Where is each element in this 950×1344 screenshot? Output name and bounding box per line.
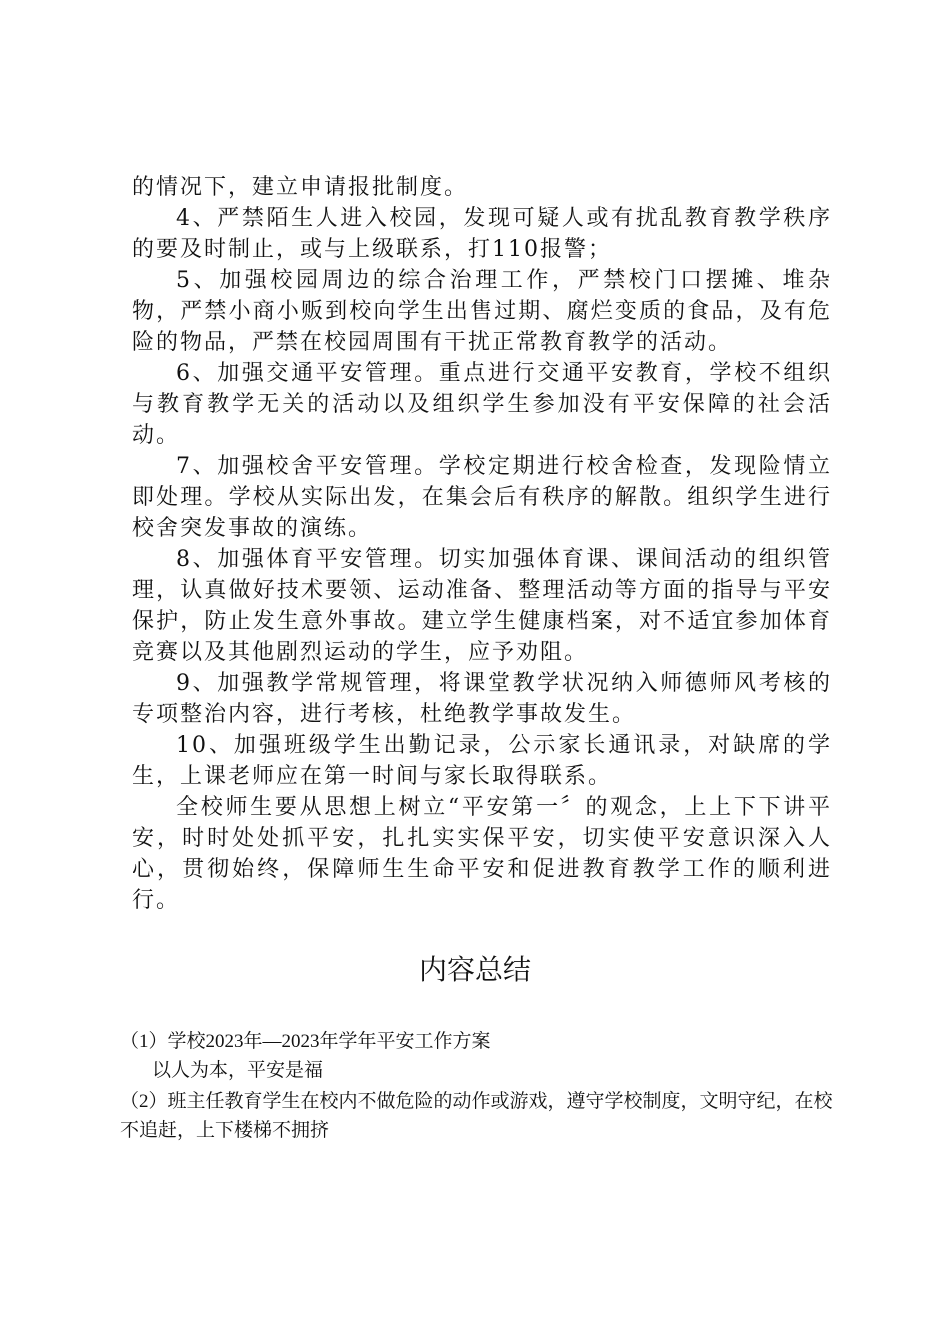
paragraph-conclusion: 全校师生要从思想上树立“平安第一〞的观念，上上下下讲平安，时时处处抓平安，扎扎实实保平安，切实使平安意识深入人心，贯彻始终，保障师生生命平安和促进教育教学工作的顺利进行。 (132, 795, 832, 913)
paragraph-continuation: 的情况下，建立申请报批制度。 (132, 175, 469, 200)
paragraph-item-5: 5、加强校园周边的综合治理工作，严禁校门口摆摊、堆杂物，严禁小商小贩到校向学生出售过期、腐烂变质的食品，及有危险的物品，严禁在校园周围有干扰正常教育教学的活动。 (132, 268, 832, 355)
paragraph-item-8: 8、加强体育平安管理。切实加强体育课、课间活动的组织管理，认真做好技术要领、运动准备、整理活动等方面的指导与平安保护，防止发生意外事故。建立学生健康档案，对不适宜参加体育竞赛以及其他剧烈运动的学生，应予劝阻。 (132, 547, 832, 665)
paragraph-item-7: 7、加强校舍平安管理。学校定期进行校舍检查，发现险情立即处理。学校从实际出发，在集会后有秩序的解散。组织学生进行校舍突发事故的演练。 (132, 454, 832, 541)
paragraph-item-9: 9、加强教学常规管理，将课堂教学状况纳入师德师风考核的专项整治内容，进行考核，杜绝教学事故发生。 (132, 671, 832, 727)
summary-item-2: （2）班主任教育学生在校内不做危险的动作或游戏，遵守学校制度，文明守纪，在校不追赶，上下楼梯不拥挤 (120, 1091, 833, 1141)
summary-section (120, 1027, 835, 1145)
summary-title: 内容总结 (418, 953, 531, 986)
summary-item-1: （1）学校2023年—2023年学年平安工作方案 (120, 1031, 491, 1052)
summary-item-1-sub: 以人为本，平安是福 (152, 1060, 324, 1081)
paragraph-item-4: 4、严禁陌生人进入校园，发现可疑人或有扰乱教育教学秩序的要及时制止，或与上级联系，打110报警； (132, 206, 832, 262)
paragraph-item-10: 10、加强班级学生出勤记录，公示家长通讯录，对缺席的学生，上课老师应在第一时间与家长取得联系。 (132, 733, 832, 789)
paragraph-item-6: 6、加强交通平安管理。重点进行交通平安教育，学校不组织与教育教学无关的活动以及组织学生参加没有平安保障的社会活动。 (132, 361, 832, 448)
body-text (132, 172, 832, 916)
